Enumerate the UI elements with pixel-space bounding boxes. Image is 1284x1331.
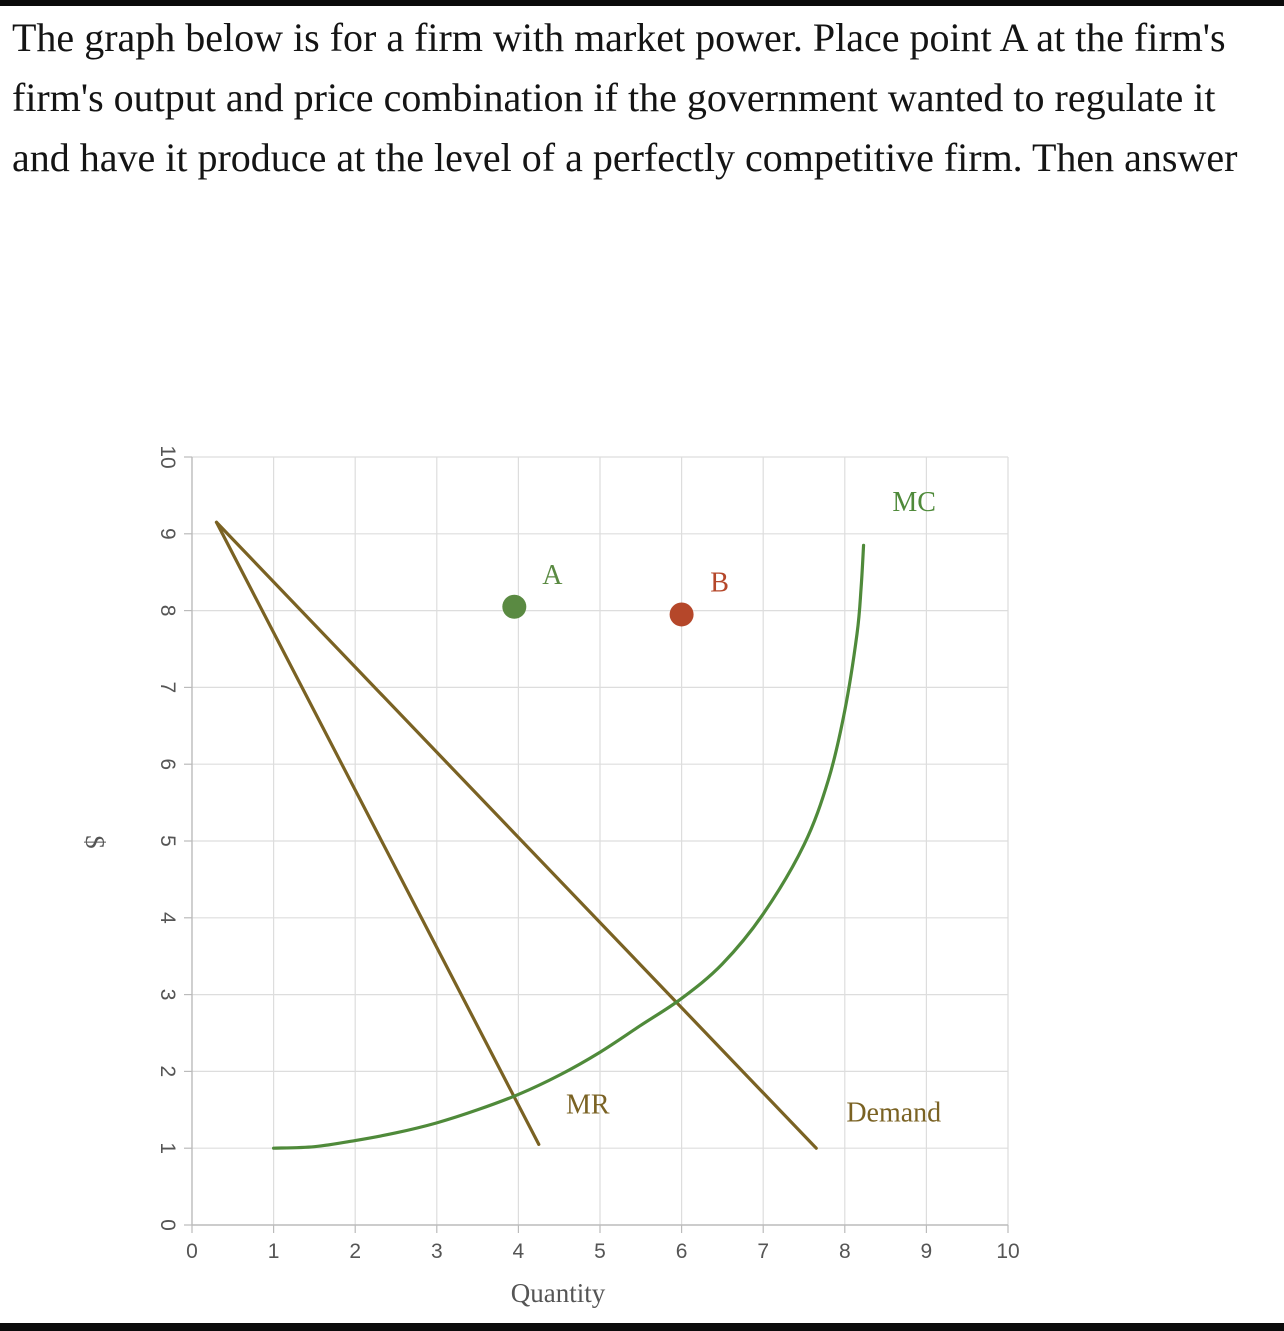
point-a-label: A [542, 559, 563, 591]
x-tick-label: 2 [349, 1240, 362, 1263]
y-tick-label: 4 [156, 911, 179, 924]
y-tick-label: 6 [156, 758, 179, 771]
x-tick-label: 3 [430, 1240, 443, 1263]
x-tick-label: 7 [757, 1240, 770, 1263]
mr-curve-label: MR [565, 1089, 610, 1121]
x-tick-label: 0 [186, 1240, 198, 1263]
y-tick-label: 7 [156, 681, 179, 694]
y-tick-label: 10 [156, 445, 179, 469]
x-tick-label: 10 [996, 1240, 1020, 1263]
mc-curve-label: MC [892, 486, 936, 518]
y-axis-label: $ [80, 835, 110, 849]
demand-curve-label: Demand [846, 1097, 942, 1129]
question-line: firm's output and price combination if the government wanted to regulate it [12, 75, 1216, 120]
draggable-points[interactable] [502, 560, 729, 627]
y-tick-label: 2 [156, 1065, 179, 1078]
x-tick-label: 9 [920, 1240, 933, 1263]
question-line: and have it produce at the level of a perfectly competitive firm. Then answer [12, 135, 1238, 180]
point-b[interactable] [670, 567, 729, 626]
series-mr-line [216, 522, 538, 1144]
curve-labels [566, 487, 941, 1129]
x-tick-label: 8 [838, 1240, 851, 1263]
point-b-label: B [710, 567, 729, 599]
point-a-marker[interactable] [502, 595, 526, 619]
x-tick-label: 4 [512, 1240, 525, 1263]
question-line: The graph below is for a firm with market power. Place point A at the firm's [12, 15, 1226, 60]
y-tick-label: 0 [156, 1219, 179, 1231]
chart-series [216, 522, 863, 1148]
bottom-border [0, 1323, 1284, 1331]
y-tick-label: 9 [156, 527, 179, 540]
x-tick-label: 1 [267, 1240, 280, 1263]
series-mc-line [274, 545, 864, 1148]
point-b-marker[interactable] [670, 602, 694, 626]
y-tick-label: 1 [156, 1142, 179, 1155]
x-tick-label: 6 [675, 1240, 688, 1263]
x-axis-label: Quantity [510, 1278, 606, 1308]
y-tick-label: 3 [156, 988, 179, 1001]
point-a[interactable] [502, 560, 563, 619]
y-tick-label: 8 [156, 604, 179, 617]
y-tick-label: 5 [156, 835, 179, 847]
x-tick-label: 5 [594, 1240, 606, 1263]
tick-labels [156, 445, 1020, 1263]
